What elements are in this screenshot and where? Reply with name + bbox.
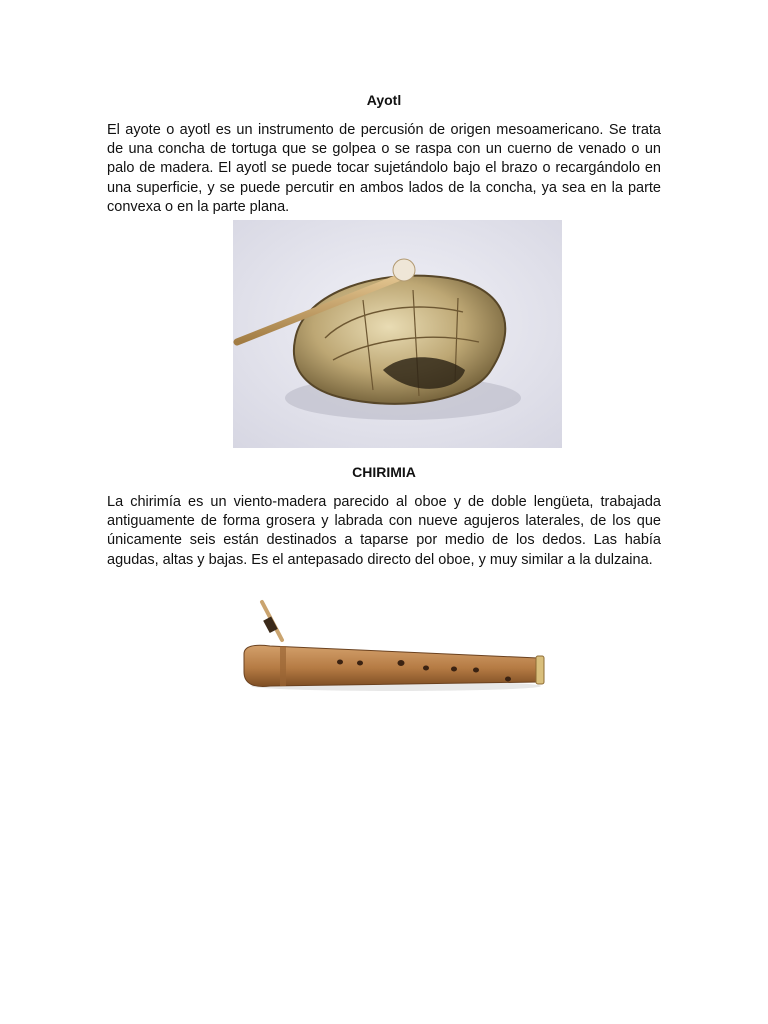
section-title-ayotl: Ayotl — [366, 92, 402, 108]
turtle-shell-drum-image — [233, 220, 562, 448]
chirimia-instrument-image — [236, 596, 550, 694]
section-body-chirimia: La chirimía es un viento-madera parecido al oboe y de doble lengüeta, trabajada antiguamente de forma grosera y labrada con nueve agujeros laterales, de los que únicamente seis están destinados a taparse por medio de los dedos. Las había agudas, altas y bajas. Es el antepasado directo del oboe, y muy similar a la dulzaina. — [107, 494, 661, 568]
section-title-chirimia: CHIRIMIA — [352, 464, 416, 480]
section-body-ayotl: El ayote o ayotl es un instrumento de percusión de origen mesoamericano. Se trata de una concha de tortuga que se golpea o se raspa con un cuerno de venado o un palo de madera. El ayotl se puede tocar sujetándolo bajo el brazo o recargándolo en una superficie, y se puede percutir en ambos lados de la concha, ya sea en la parte convexa o en la parte plana. — [107, 122, 661, 215]
